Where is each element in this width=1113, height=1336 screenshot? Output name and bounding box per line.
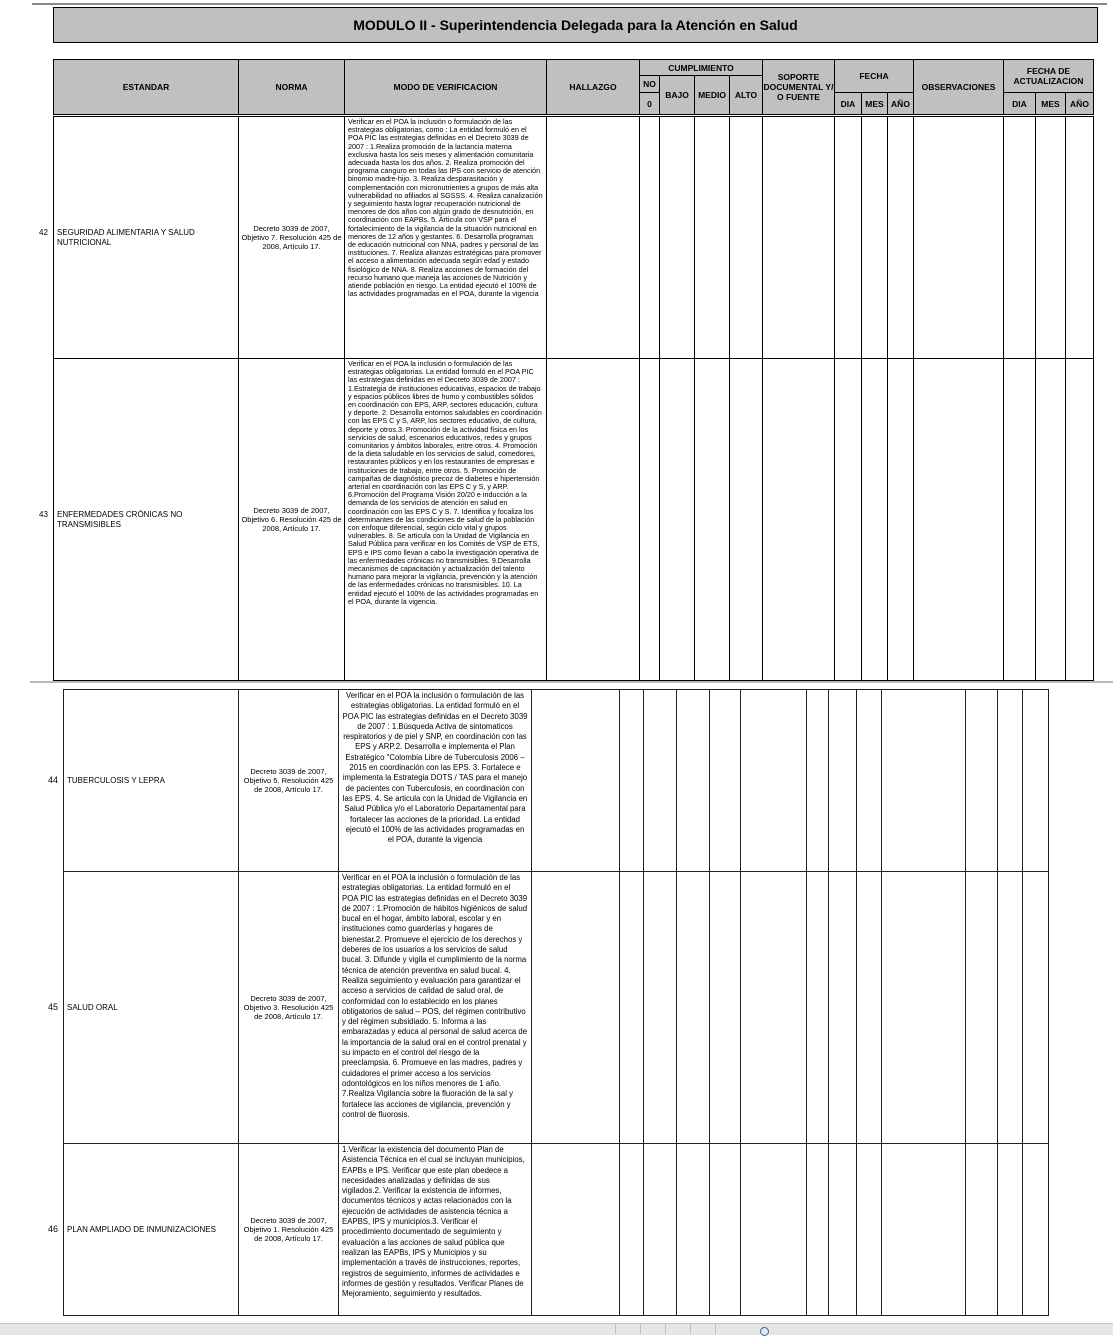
header-mes-act: MES [1036, 93, 1066, 115]
estandar-text: SALUD ORAL [67, 1003, 118, 1012]
estandar-cell: 44 TUBERCULOSIS Y LEPRA [64, 690, 239, 872]
mes-cell[interactable] [829, 690, 857, 872]
mes-act-cell[interactable] [998, 1144, 1023, 1316]
soporte-cell[interactable] [741, 1144, 807, 1316]
observaciones-cell[interactable] [882, 690, 966, 872]
hallazgo-cell[interactable] [547, 117, 640, 359]
modo-cell: 1.Verificar la existencia del documento Plan de Asistencia Técnica en el cual se incluyan municipios, EAPBs e IPS. Verificar que este plan obedece a necesidades analizadas y definidas de sus vigilados.2. Verificar la existencia de informes, documentos técnicos y actas relacionados con la ejecución de actividades de asistencia técnica a EAPBS, IPS y municipios.3. Verificar el procedimiento documentado de seguimiento y evaluación a las acciones de salud pública que realizan las EAPBs, IPS y Municipios y su implementación a través de instrucciones, reportes, registros de seguimiento, informes de actividades e informes de gestión y resultados. Verificar Planes de Mejoramiento, seguimiento y resultados. [339, 1144, 532, 1316]
estandar-cell: 43 ENFERMEDADES CRÓNICAS NO TRANSMISIBLES [54, 359, 239, 681]
mes-cell[interactable] [829, 1144, 857, 1316]
header-norma: NORMA [239, 60, 345, 115]
mes-cell[interactable] [829, 872, 857, 1144]
observaciones-cell[interactable] [914, 117, 1004, 359]
alto-cell[interactable] [730, 359, 763, 681]
header-mes: MES [862, 93, 888, 115]
anio-cell[interactable] [888, 117, 914, 359]
soporte-cell[interactable] [763, 117, 835, 359]
hallazgo-cell[interactable] [547, 359, 640, 681]
medio-cell[interactable] [677, 1144, 710, 1316]
mes-act-cell[interactable] [1036, 117, 1066, 359]
header-estandar: ESTANDAR [54, 60, 239, 115]
soporte-cell[interactable] [763, 359, 835, 681]
dia-act-cell[interactable] [966, 872, 998, 1144]
modo-cell: Verificar en el POA la inclusión o formulación de las estrategias obligatorias. La entidad formuló en el POA PIC las estrategias definidas en el Decreto 3039 de 2007 : 1.Estrategia de instituciones educativas, espacios de trabajo y espacios públicos libres de humo y combustibles sólidos en coordinación con EPS, ARP, sectores educación, cultura y deporte. 2. Desarrolla entornos saludables en coordinación con las EPS C y S, ARP, los sectores educativo, de cultura, deporte y otros.3. Promoción de la actividad física en los servicios de salud, escenarios educativos, redes y grupos comunitarios y ámbitos laborales, entre otros. 4. Promoción de la dieta saludable en los servicios de salud, comedores, restaurantes públicos y en los restaurantes de empresas e instituciones de trabajo, entre otros. 5. Promoción de campañas de diagnóstico precoz de diabetes e hipertensión arterial en coordinación con las EPS C y S, y ARP. 6.Promoción del Programa Visión 20/20 e inducción a la demanda de los servicios de atención en salud en coordinación con las EPS C y S. 7. Identifica y focaliza los determinantes de las condiciones de salud de la población con enfoque diferencial, según ciclo vital y grupos vulnerables. 8. Se articula con la Unidad de Vigilancia en Salud Pública para verificar en los Comités de VSP de ETS, EPS e IPS como llevan a cabo la investigación operativa de las enfermedades crónicas no transmisibles. 9.Desarrolla mecanismos de capacitación y actualización del talento humano para mejorar la vigilancia, prevención y la atención de las enfermedades crónicas no transmisibles. 10. La entidad ejecutó el 100% de las actividades programadas en el POA, durante la vigencia. [345, 359, 547, 681]
header-medio: MEDIO [695, 76, 730, 115]
anio-act-cell[interactable] [1023, 690, 1049, 872]
bajo-cell[interactable] [660, 359, 695, 681]
page-title: MODULO II - Superintendencia Delegada para la Atención en Salud [53, 7, 1098, 43]
observaciones-cell[interactable] [882, 872, 966, 1144]
dia-cell[interactable] [807, 690, 829, 872]
anio-act-cell[interactable] [1066, 359, 1094, 681]
alto-cell[interactable] [710, 690, 741, 872]
norma-cell: Decreto 3039 de 2007, Objetivo 7. Resolución 425 de 2008, Artículo 17. [239, 117, 345, 359]
footer-cell [715, 1323, 736, 1334]
header-hallazgo: HALLAZGO [547, 60, 640, 115]
dia-act-cell[interactable] [966, 1144, 998, 1316]
anio-cell[interactable] [888, 359, 914, 681]
table-row [64, 690, 1049, 872]
no-cell[interactable] [640, 359, 660, 681]
norma-cell: Decreto 3039 de 2007, Objetivo 6. Resolución 425 de 2008, Artículo 17. [239, 359, 345, 681]
header-dia: DIA [835, 93, 862, 115]
modo-cell: Verificar en el POA la inclusión o formulación de las estrategias obligatorias. La entidad formuló en el POA PIC las estrategias definidas en el Decreto 3039 de 2007 : 1.Promoción de hábitos higiénicos de salud bucal en el hogar, ámbito laboral, escolar y en instituciones como guarderías y hogares de bienestar.2. Promueve el ejercicio de los derechos y deberes de los usuarios a los servicios de salud bucal. 3. Difunde y vigila el cumplimiento de la norma técnica de atención preventiva en salud bucal. 4. Realiza seguimiento y evaluación para garantizar el acceso a servicios de calidad de salud oral, de conformidad con lo establecido en los planes obligatorios de salud – POS, del régimen contributivo y del régimen subsidiado. 5. Informa a las embarazadas y educa al personal de salud acerca de la importancia de la salud oral en el control prenatal y su impacto en el control del riesgo de la preeclampsia. 6. Promueve en las madres, padres y cuidadores el primer acceso a los servicios odontológicos en los niños menores de 1 año. 7.Realiza Vigilancia sobre la fluoración de la sal y fortalece las acciones de vigilancia, prevención y control de fluorosis. [339, 872, 532, 1144]
anio-act-cell[interactable] [1023, 1144, 1049, 1316]
anio-cell[interactable] [857, 690, 882, 872]
hallazgo-cell[interactable] [532, 1144, 620, 1316]
dia-act-cell[interactable] [966, 690, 998, 872]
rows-table-2 [48, 689, 1049, 1316]
soporte-cell[interactable] [741, 872, 807, 1144]
anio-act-cell[interactable] [1023, 872, 1049, 1144]
sheet-footer-bar [0, 1323, 1113, 1335]
no-cell[interactable] [620, 872, 644, 1144]
header-fecha: FECHA [835, 60, 914, 93]
header-fecha-actualizacion: FECHA DE ACTUALIZACION [1004, 60, 1094, 93]
dia-act-cell[interactable] [1004, 117, 1036, 359]
footer-cell [615, 1323, 636, 1334]
header-soporte: SOPORTE DOCUMENTAL Y/ O FUENTE [763, 60, 835, 115]
rows-table-1 [39, 116, 1094, 681]
bajo-cell[interactable] [644, 872, 677, 1144]
alto-cell[interactable] [710, 1144, 741, 1316]
mes-cell[interactable] [862, 117, 888, 359]
header-zero: 0 [640, 93, 660, 115]
dia-act-cell[interactable] [1004, 359, 1036, 681]
hallazgo-cell[interactable] [532, 872, 620, 1144]
norma-cell: Decreto 3039 de 2007, Objetivo 3. Resolución 425 de 2008, Artículo 17. [239, 872, 339, 1144]
dia-cell[interactable] [835, 359, 862, 681]
estandar-cell: 46 PLAN AMPLIADO DE INMUNIZACIONES [64, 1144, 239, 1316]
bajo-cell[interactable] [644, 690, 677, 872]
estandar-text: SEGURIDAD ALIMENTARIA Y SALUD NUTRICIONAL [57, 227, 195, 247]
footer-cell [690, 1323, 711, 1334]
norma-cell: Decreto 3039 de 2007, Objetivo 5. Resolución 425 de 2008, Artículo 17. [239, 690, 339, 872]
circle-icon [760, 1327, 769, 1336]
dia-cell[interactable] [807, 872, 829, 1144]
medio-cell[interactable] [695, 359, 730, 681]
bajo-cell[interactable] [644, 1144, 677, 1316]
dia-cell[interactable] [807, 1144, 829, 1316]
header-table [53, 59, 1094, 115]
header-no: NO [640, 76, 660, 93]
mes-cell[interactable] [862, 359, 888, 681]
header-modo: MODO DE VERIFICACION [345, 60, 547, 115]
header-cumplimiento: CUMPLIMIENTO [640, 60, 763, 76]
mes-act-cell[interactable] [1036, 359, 1066, 681]
mes-act-cell[interactable] [998, 872, 1023, 1144]
modo-cell: Verificar en el POA la inclusión o formulación de las estrategias obligatorias. La entidad formuló en el POA PIC las estrategias definidas en el Decreto 3039 de 2007 : 1.Búsqueda Activa de sintomaticos respiratorios y de piel y SNP, en coordinación con las EPS y ARP.2. Desarrolla e implementa el Plan Estratégico "Colombia Libre de Tuberculosis 2006 –2015 en coordinación con las EPS. 3. Fortalece e implementa la Estrategia DOTS / TAS para el manejo de pacientes con Tuberculosis, en coordinación con las EPS. 4. Se articula con la Unidad de Vigilancia en Salud Pública y/o el Laboratorio Departamental para fortalecer las acciones de la prioridad. La entidad ejecutó el 100% de las actividades programadas en el POA, durante la vigencia [339, 690, 532, 872]
soporte-cell[interactable] [741, 690, 807, 872]
footer-cell [665, 1323, 686, 1334]
header-alto: ALTO [730, 76, 763, 115]
table-row [64, 872, 1049, 1144]
observaciones-cell[interactable] [914, 359, 1004, 681]
medio-cell[interactable] [695, 117, 730, 359]
dia-cell[interactable] [835, 117, 862, 359]
estandar-text: ENFERMEDADES CRÓNICAS NO TRANSMISIBLES [57, 509, 183, 529]
observaciones-cell[interactable] [882, 1144, 966, 1316]
table-row [64, 1144, 1049, 1316]
estandar-text: PLAN AMPLIADO DE INMUNIZACIONES [67, 1225, 216, 1234]
medio-cell[interactable] [677, 872, 710, 1144]
header-anio: AÑO [888, 93, 914, 115]
mes-act-cell[interactable] [998, 690, 1023, 872]
norma-cell: Decreto 3039 de 2007, Objetivo 1. Resolución 425 de 2008, Artículo 17. [239, 1144, 339, 1316]
page-break [30, 681, 1113, 683]
alto-cell[interactable] [730, 117, 763, 359]
no-cell[interactable] [620, 1144, 644, 1316]
table-row [54, 359, 1094, 681]
anio-cell[interactable] [857, 872, 882, 1144]
bajo-cell[interactable] [660, 117, 695, 359]
header-observaciones: OBSERVACIONES [914, 60, 1004, 115]
anio-cell[interactable] [857, 1144, 882, 1316]
table-row [54, 117, 1094, 359]
alto-cell[interactable] [710, 872, 741, 1144]
top-rule [32, 3, 1107, 5]
no-cell[interactable] [620, 690, 644, 872]
header-bajo: BAJO [660, 76, 695, 115]
header-anio-act: AÑO [1066, 93, 1094, 115]
header-dia-act: DIA [1004, 93, 1036, 115]
no-cell[interactable] [640, 117, 660, 359]
footer-cell [640, 1323, 661, 1334]
modo-cell: Verificar en el POA la inclusión o formulación de las estrategias obligatorias, como : La entidad formuló en el POA PIC las estrategias definidas en el Decreto 3039 de 2007 : 1.Realiza promoción de la lactancia materna exclusiva hasta los seis meses y alimentación comunitaria adecuada hasta los dos años. 2. Realiza promoción del programa canguro en todas las IPS con servicio de atención binomio madre-hijo. 3. Realiza desparasitación y complementación con micronutrientes a grupos de más alta vulnerabilidad no afiliados al SGSSS. 4. Realiza canalización y seguimiento hasta lograr recuperación nutricional de menores de dos años con algún grado de desnutrición, en coordinación con EAPBs. 5. Articula con VSP para el fortalecimiento de la vigilancia de la situación nutricional en menores de 12 años y gestantes. 6. Desarrolla programas de educación nutricional con NNA, padres y personal de las instituciones. 7. Realiza alianzas estratégicas para promover el acceso a alimentación adecuada según edad y estado fisiológico de NNA. 8. Realiza acciones de formación del recurso humano que maneja las acciones de Nutrición y atiende población en riesgo. La entidad ejecutó el 100% de las actividades programadas en el POA, durante la vigencia [345, 117, 547, 359]
medio-cell[interactable] [677, 690, 710, 872]
estandar-cell: 42 SEGURIDAD ALIMENTARIA Y SALUD NUTRICIONAL [54, 117, 239, 359]
estandar-cell: 45 SALUD ORAL [64, 872, 239, 1144]
estandar-text: TUBERCULOSIS Y LEPRA [67, 776, 165, 785]
hallazgo-cell[interactable] [532, 690, 620, 872]
anio-act-cell[interactable] [1066, 117, 1094, 359]
